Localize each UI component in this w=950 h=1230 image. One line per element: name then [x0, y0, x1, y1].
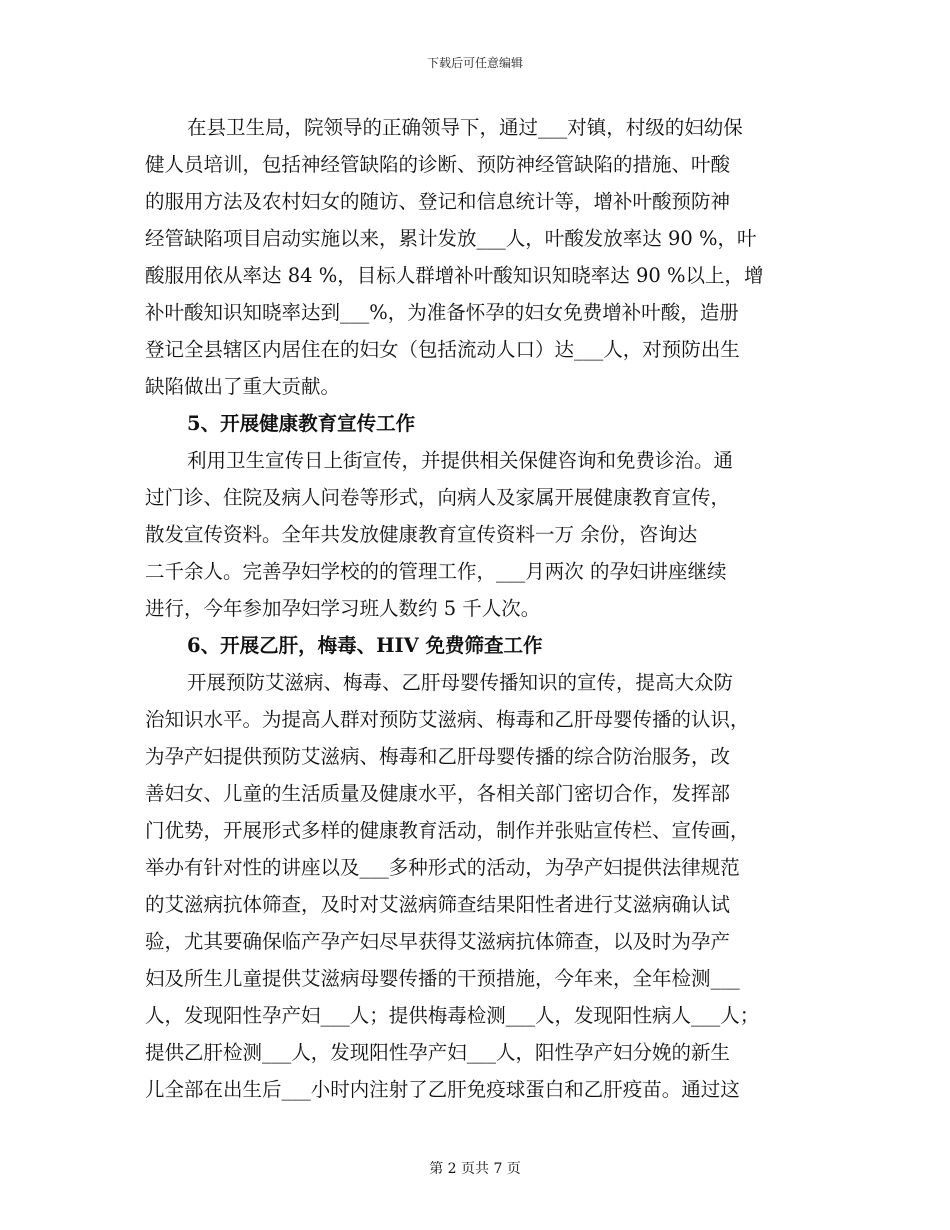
paragraph-line: 治知识水平。为提高人群对预防艾滋病、梅毒和乙肝母婴传播的认识，	[145, 708, 750, 731]
paragraph-line: 过门诊、住院及病人问卷等形式，向病人及家属开展健康教育宣传，	[145, 486, 731, 509]
paragraph-line: 补叶酸知识知晓率达到___%，为准备怀孕的妇女免费增补叶酸，造册	[145, 301, 739, 324]
paragraph-line: 的艾滋病抗体筛查，及时对艾滋病筛查结果阳性者进行艾滋病确认试	[145, 893, 731, 916]
paragraph-line: 利用卫生宣传日上街宣传，并提供相关保健咨询和免费诊治。通	[187, 449, 734, 472]
page-footer: 第 2 页共 7 页	[429, 1161, 521, 1177]
paragraph-line: 登记全县辖区内居住在的妇女（包括流动人口）达___人，对预防出生	[145, 338, 740, 361]
paragraph-line: 验，尤其要确保临产孕产妇尽早获得艾滋病抗体筛查，以及时为孕产	[145, 930, 731, 953]
paragraph-line: 酸服用依从率达 84 %，目标人群增补叶酸知识知晓率达 90 %以上，增	[145, 264, 764, 287]
paragraph-line: 在县卫生局，院领导的正确领导下，通过___对镇，村级的妇幼保	[187, 116, 743, 139]
paragraph-line: 妇及所生儿童提供艾滋病母婴传播的干预措施，今年来，全年检测___	[145, 967, 740, 990]
paragraph-line: 二千余人。完善孕妇学校的的管理工作，___月两次 的孕妇讲座继续	[145, 560, 727, 583]
page-header: 下载后可任意编辑	[426, 56, 523, 70]
paragraph-line: 的服用方法及农村妇女的随访、登记和信息统计等，增补叶酸预防神	[145, 190, 731, 213]
paragraph-line: 散发宣传资料。全年共发放健康教育宣传资料一万 余份，咨询达	[145, 523, 698, 546]
paragraph-line: 健人员培训，包括神经管缺陷的诊断、预防神经管缺陷的措施、叶酸	[145, 153, 731, 176]
section-heading: 6、开展乙肝，梅毒、HIV 免费筛查工作	[187, 634, 543, 657]
paragraph-line: 儿全部在出生后___小时内注射了乙肝免疫球蛋白和乙肝疫苗。通过这	[145, 1078, 740, 1101]
paragraph-line: 善妇女、儿童的生活质量及健康水平，各相关部门密切合作，发挥部	[145, 782, 731, 805]
paragraph-line: 经管缺陷项目启动实施以来，累计发放___人，叶酸发放率达 90 %，叶	[145, 227, 757, 250]
section-heading: 5、开展健康教育宣传工作	[187, 412, 416, 435]
paragraph-line: 为孕产妇提供预防艾滋病、梅毒和乙肝母婴传播的综合防治服务，改	[145, 745, 731, 768]
paragraph-line: 门优势，开展形式多样的健康教育活动，制作并张贴宣传栏、宣传画，	[145, 819, 750, 842]
paragraph-line: 人，发现阳性孕产妇___人；提供梅毒检测___人，发现阳性病人___人；	[145, 1004, 760, 1027]
paragraph-line: 进行，今年参加孕妇学习班人数约 5 千人次。	[145, 597, 541, 620]
paragraph-line: 缺陷做出了重大贡献。	[145, 375, 341, 398]
paragraph-line: 举办有针对性的讲座以及___多种形式的活动，为孕产妇提供法律规范	[145, 856, 740, 879]
paragraph-line: 开展预防艾滋病、梅毒、乙肝母婴传播知识的宣传，提高大众防	[187, 671, 734, 694]
paragraph-line: 提供乙肝检测___人，发现阳性孕产妇___人，阳性孕产妇分娩的新生	[145, 1041, 731, 1064]
